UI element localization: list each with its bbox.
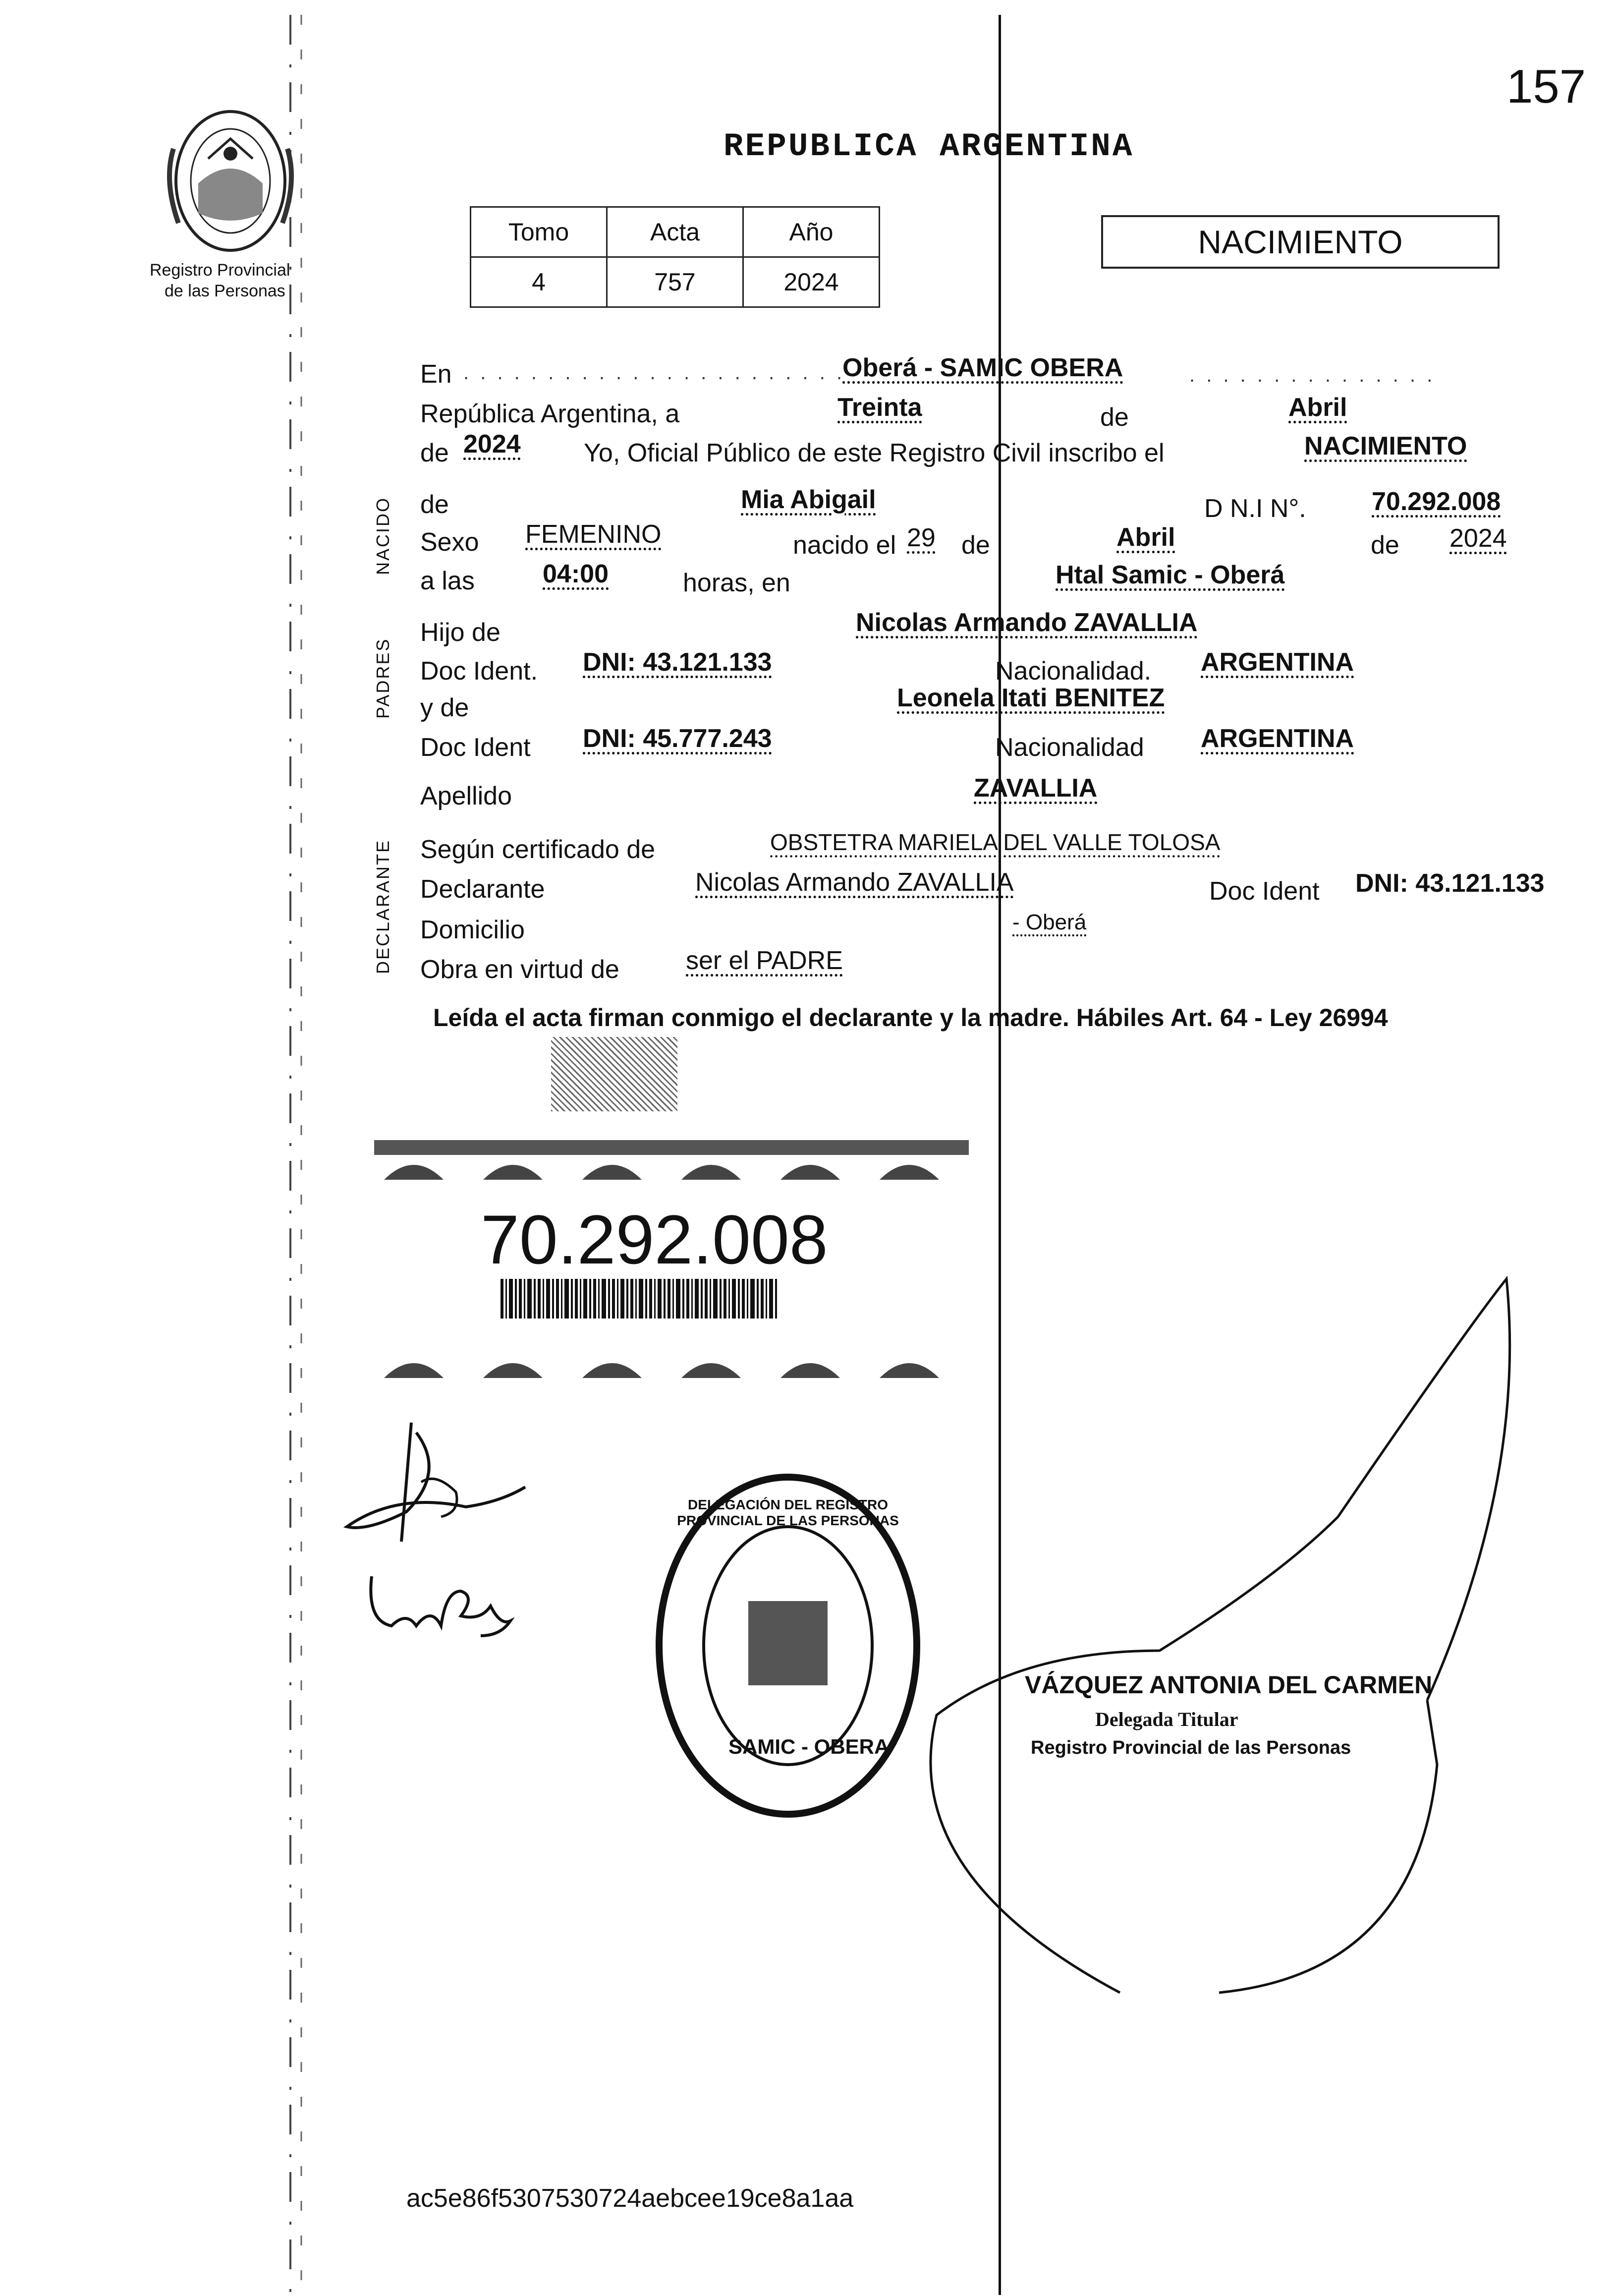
- value-nac-dia: 29: [907, 523, 936, 552]
- value-obra: ser el PADRE: [686, 946, 843, 975]
- value-nombre: Mia Abigail: [741, 485, 876, 514]
- official-seal: [644, 1467, 932, 1824]
- value-padre: Nicolas Armando ZAVALLIA: [856, 608, 1198, 637]
- signature-loop: [922, 1229, 1516, 2003]
- seal-bottom-text: SAMIC - OBERA: [728, 1735, 890, 1758]
- label-sexo: Sexo: [420, 528, 479, 557]
- value-hora: 04:00: [543, 560, 609, 588]
- acta-table: [470, 206, 880, 308]
- label-doc3: Doc Ident: [1209, 877, 1320, 906]
- value-dni: 70.292.008: [1372, 487, 1501, 516]
- label-de4: de: [961, 531, 990, 560]
- page-number: 157: [1506, 60, 1586, 113]
- province-emblem: [159, 99, 302, 265]
- officer-name: VÁZQUEZ ANTONIA DEL CARMEN: [1025, 1671, 1433, 1699]
- officer-role: Delegada Titular: [1095, 1708, 1238, 1730]
- table-header-anio: Año: [743, 207, 880, 257]
- value-padre-nac: ARGENTINA: [1201, 648, 1354, 677]
- seal-top-text: DELEGACIÓN DEL REGISTRO PROVINCIAL DE LAS PERSONAS: [677, 1497, 899, 1528]
- table-cell-tomo: 4: [471, 257, 607, 307]
- label-en: En: [420, 360, 452, 389]
- label-de1: de: [1100, 403, 1129, 432]
- doc-type-box: NACIMIENTO: [1101, 215, 1500, 269]
- table-header-tomo: Tomo: [471, 207, 607, 257]
- value-domicilio: - Oberá: [1012, 910, 1087, 934]
- label-domicilio: Domicilio: [420, 916, 525, 944]
- emblem-icon: [159, 99, 302, 263]
- value-madre-nac: ARGENTINA: [1201, 724, 1354, 753]
- label-de5: de: [1371, 531, 1399, 560]
- barcode-number: 70.292.008: [481, 1201, 828, 1278]
- value-nac-mes: Abril: [1116, 523, 1175, 552]
- closing-text: Leída el acta firman conmigo el declarante y la madre. Hábiles Art. 64 - Ley 26994: [433, 1004, 1388, 1032]
- label-nac1: Nacionalidad.: [995, 657, 1152, 686]
- value-nac-anio: 2024: [1449, 524, 1507, 553]
- value-anio: 2024: [463, 430, 521, 459]
- label-y-de: y de: [420, 693, 469, 722]
- dot-leader: . . . . . . . . . . . . . . .: [1189, 364, 1436, 386]
- label-a-las: a las: [420, 567, 475, 595]
- label-obra: Obra en virtud de: [420, 955, 619, 984]
- label-horas-en: horas, en: [683, 569, 790, 597]
- value-dia-texto: Treinta: [837, 393, 922, 422]
- officer-office: Registro Provincial de las Personas: [1031, 1737, 1351, 1758]
- value-lugar-nac: Htal Samic - Oberá: [1056, 561, 1285, 589]
- table-cell-acta: 757: [607, 257, 743, 307]
- signature-madre: [362, 1561, 530, 1641]
- value-tipo: NACIMIENTO: [1304, 432, 1467, 460]
- label-nac2: Nacionalidad: [995, 733, 1144, 762]
- barcode-block: [374, 1130, 969, 1388]
- table-header-acta: Acta: [607, 207, 743, 257]
- label-doc2: Doc Ident: [420, 733, 531, 762]
- value-padre-doc: DNI: 43.121.133: [583, 648, 772, 677]
- document-hash: ac5e86f5307530724aebcee19ce8a1aa: [406, 2184, 854, 2213]
- label-apellido: Apellido: [420, 782, 512, 810]
- value-declarante-doc: DNI: 43.121.133: [1355, 869, 1545, 898]
- security-pattern: [551, 1037, 677, 1111]
- value-sexo: FEMENINO: [525, 520, 662, 549]
- value-lugar: Oberá - SAMIC OBERA: [842, 353, 1123, 382]
- label-declarante: Declarante: [420, 875, 545, 904]
- label-republica: República Argentina, a: [420, 400, 680, 428]
- value-apellido: ZAVALLIA: [974, 774, 1098, 803]
- table-cell-anio: 2024: [743, 257, 880, 307]
- registry-line1: Registro Provincial: [150, 261, 290, 280]
- label-hijo: Hijo de: [420, 618, 501, 647]
- section-label-declarante: DECLARANTE: [373, 839, 393, 974]
- label-doc1: Doc Ident.: [420, 657, 538, 686]
- page-title: REPUBLICA ARGENTINA: [724, 128, 1134, 165]
- value-madre-doc: DNI: 45.777.243: [583, 724, 772, 753]
- dot-leader: . . . . . . . . . . . . . . . . . . . . . . .: [463, 362, 845, 384]
- value-declarante: Nicolas Armando ZAVALLIA: [695, 868, 1014, 897]
- value-certificado: OBSTETRA MARIELA DEL VALLE TOLOSA: [770, 829, 1221, 855]
- value-mes-texto: Abril: [1288, 393, 1347, 422]
- label-de3: de: [420, 490, 449, 519]
- margin-lines: [282, 15, 312, 2295]
- label-de2: de: [420, 439, 449, 467]
- label-dni: D N.I N°.: [1204, 494, 1306, 523]
- registry-line2: de las Personas: [165, 282, 285, 300]
- section-label-nacido: NACIDO: [373, 496, 393, 575]
- label-oficial: Yo, Oficial Público de este Registro Civil inscribo el: [584, 439, 1165, 467]
- label-certificado: Según certificado de: [420, 835, 656, 864]
- label-nacido: nacido el: [793, 531, 896, 560]
- value-madre: Leonela Itati BENITEZ: [897, 684, 1165, 712]
- section-label-padres: PADRES: [373, 637, 393, 719]
